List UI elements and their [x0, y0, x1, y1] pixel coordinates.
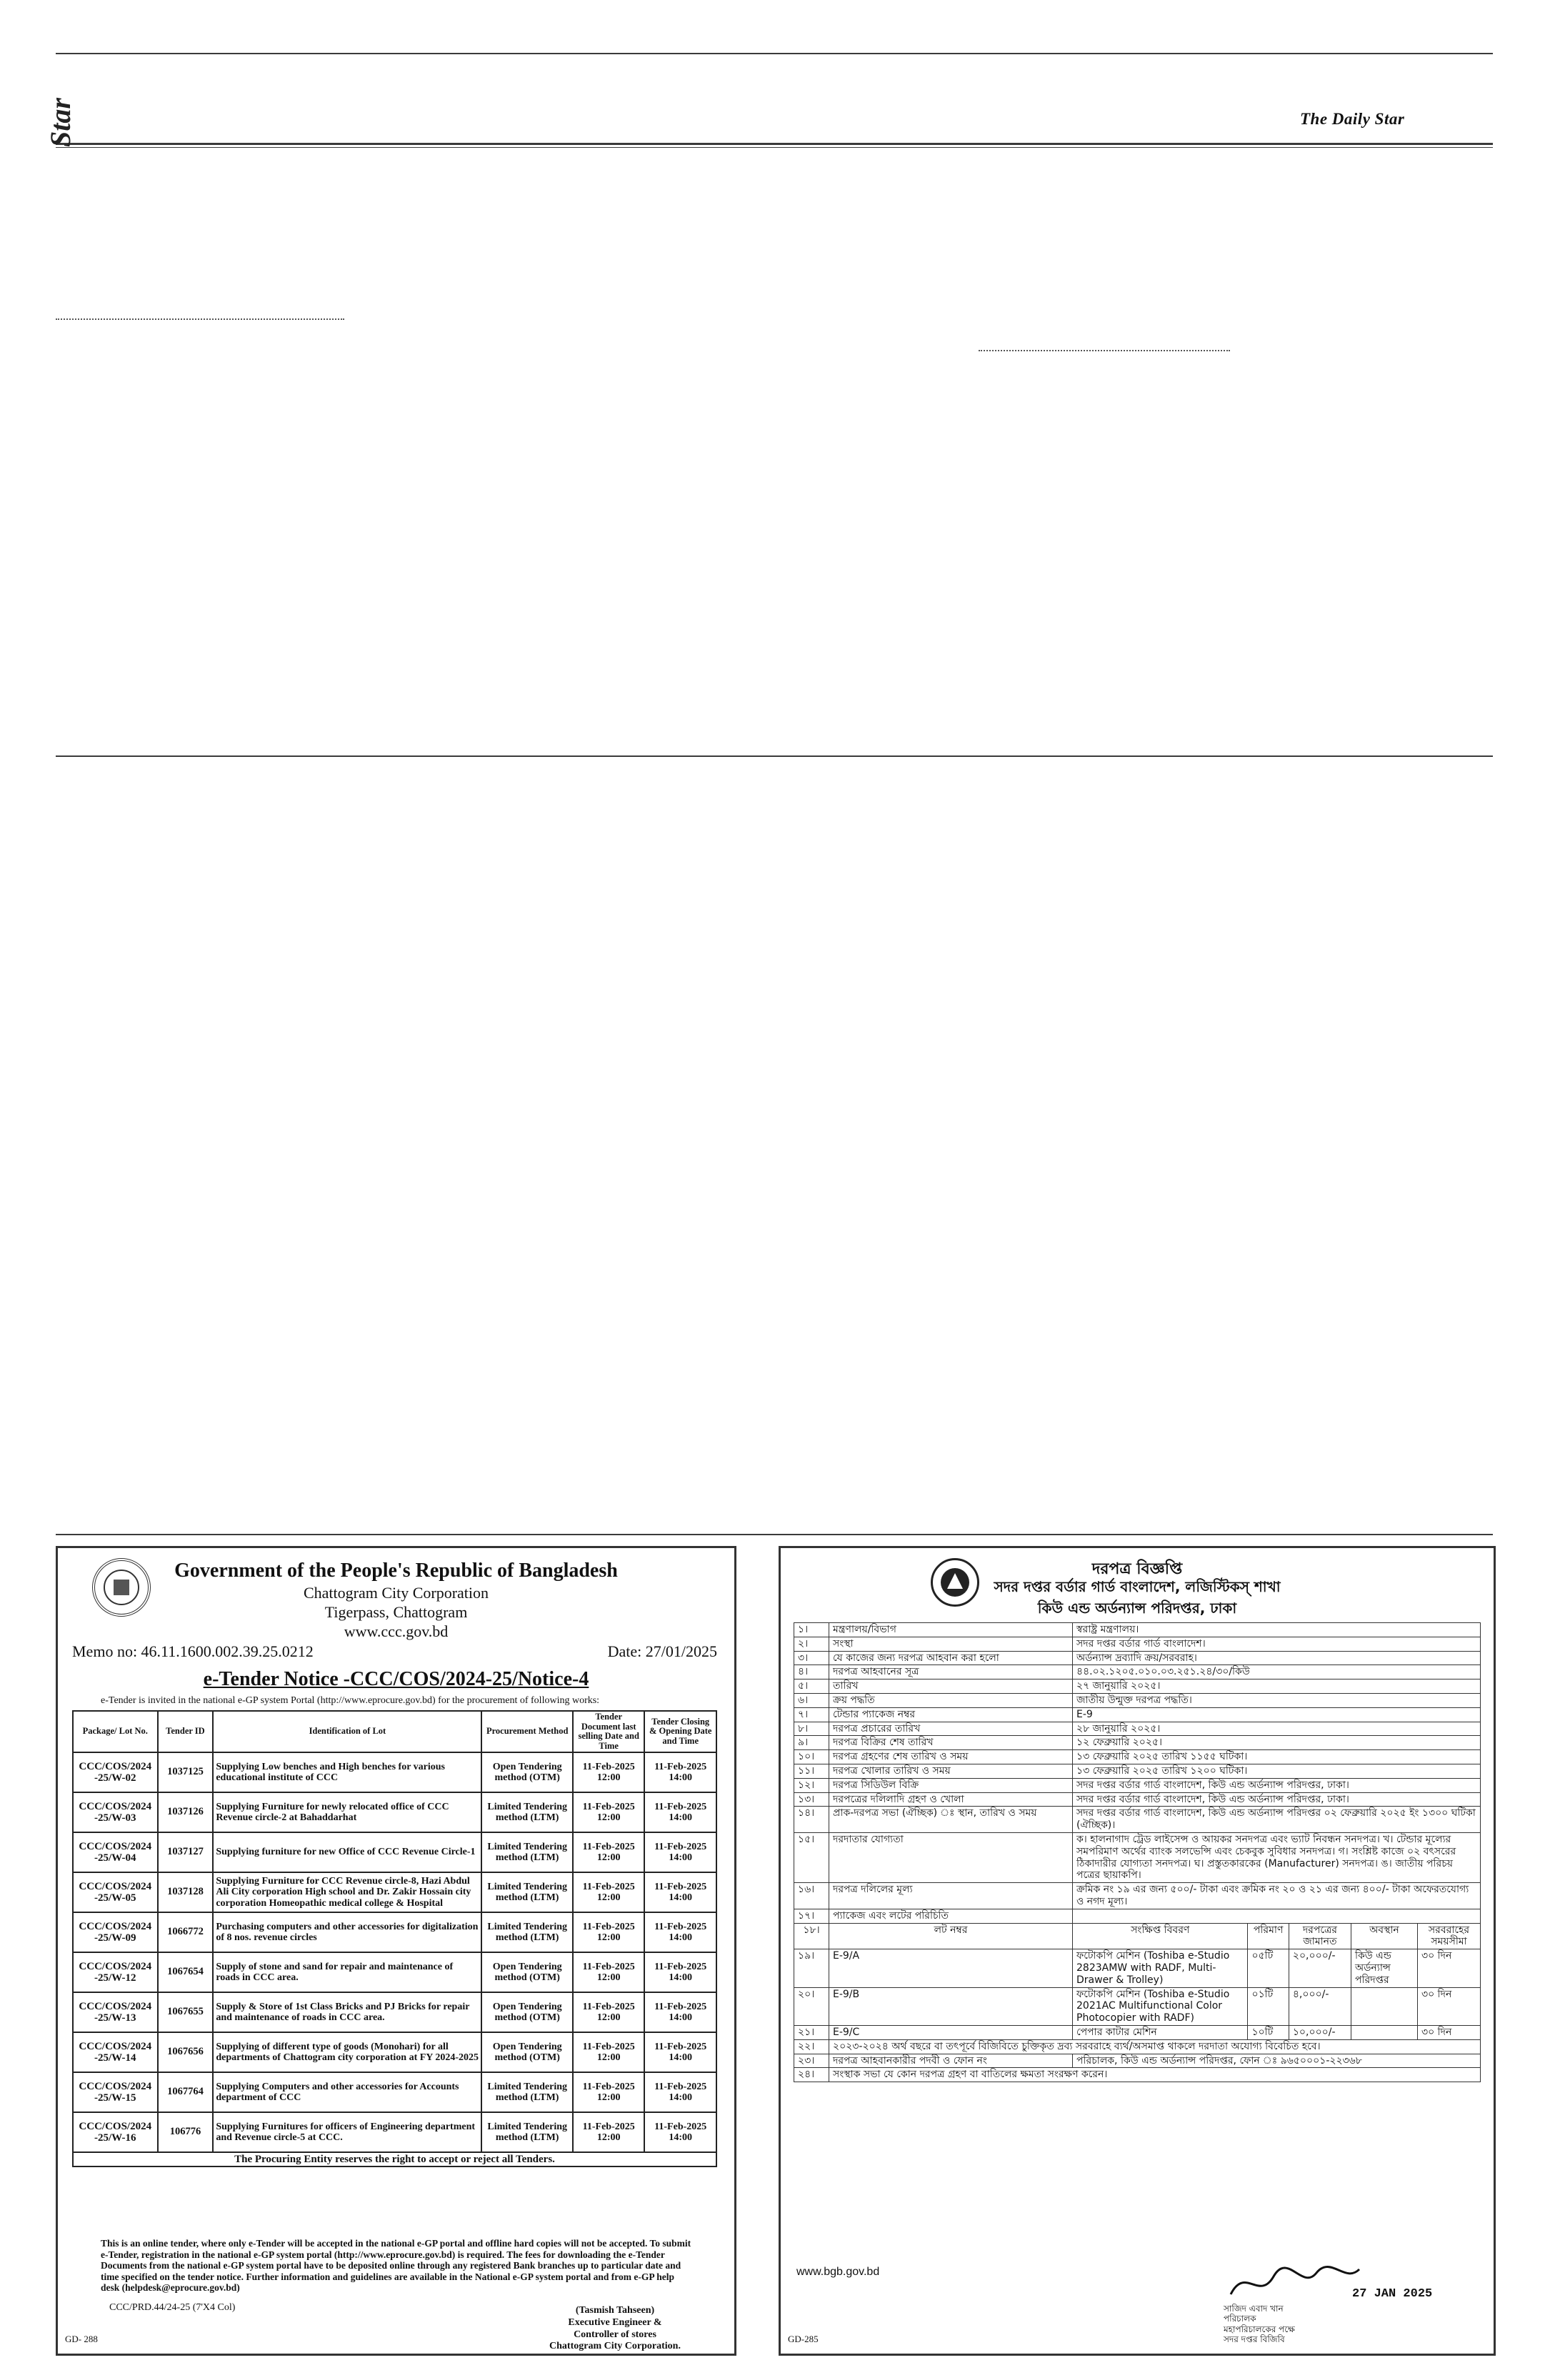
method-cell: Limited Tendering method (LTM)	[481, 1832, 573, 1872]
sell-date-cell: 11-Feb-2025 12:00	[573, 1752, 645, 1792]
memo-date: Date: 27/01/2025	[607, 1642, 717, 1660]
table-row	[73, 1872, 716, 1912]
sell-date-cell: 11-Feb-2025 12:00	[573, 1832, 645, 1872]
row-value: ১৩ ফেব্রুয়ারি ২০২৫ তারিখ ১১৫৫ ঘটিকা।	[1073, 1750, 1481, 1764]
signer-org: Chattogram City Corporation.	[549, 2341, 681, 2352]
tail-row	[794, 2068, 1481, 2082]
lot-sec-cell: ২০,০০০/-	[1289, 1949, 1351, 1987]
table-row	[73, 2072, 716, 2112]
package-cell: CCC/COS/2024 -25/W-16	[73, 2112, 158, 2152]
row-number: ১১।	[794, 1764, 829, 1778]
memo-no: Memo no: 46.11.1600.002.39.25.0212	[72, 1642, 314, 1660]
table-row	[73, 2112, 716, 2152]
tender-id-cell: 106776	[158, 2112, 214, 2152]
row-key: প্যাকেজ এবং লটের পরিচিতি	[829, 1909, 1073, 1923]
lot-lot-cell: E-9/B	[829, 1987, 1073, 2025]
row-key: ক্রয় পদ্ধতি	[829, 1693, 1073, 1707]
row-number: ১২।	[794, 1778, 829, 1792]
tender-id-cell: 1037127	[158, 1832, 214, 1872]
row-key: দরপত্র খোলার তারিখ ও সময়	[829, 1764, 1073, 1778]
tender-table	[72, 1710, 717, 2167]
method-cell: Limited Tendering method (LTM)	[481, 1872, 573, 1912]
row-value: ২০২৩-২০২৪ অর্থ বছরে বা তৎপূর্বে বিজিবিতে চুক্তিকৃত দ্রব্য সরবরাহে ব্যর্থ/অসমাপ্ত থাকলে দরদাতা অযোগ্য বিবেচিত হবে।	[829, 2039, 1481, 2054]
tender-id-cell: 1067764	[158, 2072, 214, 2112]
bgb-signer-org: সদর দপ্তর বিজিবি	[1224, 2334, 1285, 2345]
method-cell: Open Tendering method (OTM)	[481, 2032, 573, 2072]
close-date-cell: 11-Feb-2025 14:00	[644, 1992, 716, 2032]
info-row	[794, 1693, 1481, 1707]
bgb-website: www.bgb.gov.bd	[796, 2266, 880, 2278]
lot-header-cell: সরবরাহের সময়সীমা	[1417, 1923, 1480, 1949]
package-cell: CCC/COS/2024 -25/W-05	[73, 1872, 158, 1912]
method-cell: Limited Tendering method (LTM)	[481, 1912, 573, 1952]
lot-header-cell: দরপত্রের জামানত	[1289, 1923, 1351, 1949]
row-key: দরপত্র বিক্রির শেষ তারিখ	[829, 1736, 1073, 1750]
row-number: ১০।	[794, 1750, 829, 1764]
row-number: ১৭।	[794, 1909, 829, 1923]
info-row	[794, 1807, 1481, 1833]
tender-id-cell: 1066772	[158, 1912, 214, 1952]
sell-date-cell: 11-Feb-2025 12:00	[573, 2112, 645, 2152]
tender-id-cell: 1037125	[158, 1752, 214, 1792]
col-header: Tender ID	[158, 1711, 214, 1752]
sell-date-cell: 11-Feb-2025 12:00	[573, 1992, 645, 2032]
row-key: দরপত্র দলিলের মূল্য	[829, 1883, 1073, 1909]
info-row	[794, 1736, 1481, 1750]
info-row	[794, 1722, 1481, 1736]
gd-code: GD- 288	[65, 2334, 98, 2344]
reserve-row	[73, 2152, 716, 2166]
row-number: ৭।	[794, 1707, 829, 1722]
row-value: সদর দপ্তর বর্ডার গার্ড বাংলাদেশ, কিউ এন্ড অর্ডন্যান্স পরিদপ্তর, ঢাকা।	[1073, 1778, 1481, 1792]
col-header: Procurement Method	[481, 1711, 573, 1752]
bn-title: দরপত্র বিজ্ঞপ্তি	[1091, 1560, 1183, 1578]
bgb-tender-ad	[779, 1546, 1496, 2356]
row-key: যে কাজের জন্য দরপত্র আহবান করা হলো	[829, 1651, 1073, 1665]
package-cell: CCC/COS/2024 -25/W-04	[73, 1832, 158, 1872]
table-row	[73, 1992, 716, 2032]
row-value: পরিচালক, কিউ এন্ড অর্ডন্যান্স পরিদপ্তর, ফোন ঃ ৯৬৫০০০১-২২৩৬৮	[1073, 2054, 1481, 2068]
row-key: মন্ত্রণালয়/বিভাগ	[829, 1623, 1073, 1637]
package-cell: CCC/COS/2024 -25/W-13	[73, 1992, 158, 2032]
section-rule-1	[56, 755, 1493, 757]
sell-date-cell: 11-Feb-2025 12:00	[573, 1872, 645, 1912]
package-cell: CCC/COS/2024 -25/W-14	[73, 2032, 158, 2072]
package-cell: CCC/COS/2024 -25/W-09	[73, 1912, 158, 1952]
info-row	[794, 1651, 1481, 1665]
lot-time-cell: ৩০ দিন	[1417, 1987, 1480, 2025]
method-cell: Limited Tendering method (LTM)	[481, 1792, 573, 1832]
package-cell: CCC/COS/2024 -25/W-15	[73, 2072, 158, 2112]
info-row	[794, 1665, 1481, 1679]
lot-cell: Purchasing computers and other accessories for digitalization of 8 nos. revenue circles	[213, 1912, 481, 1952]
info-row	[794, 1832, 1481, 1882]
lot-cell: Supplying Furnitures for officers of Engineering department and Revenue circle-5 at CCC.	[213, 2112, 481, 2152]
tail-row	[794, 2054, 1481, 2068]
header-rule	[56, 143, 1493, 145]
row-value: জাতীয় উন্মুক্ত দরপত্র পদ্ধতি।	[1073, 1693, 1481, 1707]
reserve-text: The Procuring Entity reserves the right to accept or reject all Tenders.	[73, 2152, 716, 2166]
lot-lot-cell: E-9/C	[829, 2025, 1073, 2039]
bgb-gd-code: GD-285	[788, 2334, 819, 2344]
lot-loc-cell	[1351, 2025, 1417, 2039]
row-key: দরপত্র আহবানের সূত্র	[829, 1665, 1073, 1679]
lot-cell: Supplying Computers and other accessories for Accounts department of CCC	[213, 2072, 481, 2112]
method-cell: Limited Tendering method (LTM)	[481, 2072, 573, 2112]
row-value	[1073, 1909, 1481, 1923]
close-date-cell: 11-Feb-2025 14:00	[644, 1752, 716, 1792]
close-date-cell: 11-Feb-2025 14:00	[644, 1792, 716, 1832]
lot-n-cell: ১৯।	[794, 1949, 829, 1987]
sell-date-cell: 11-Feb-2025 12:00	[573, 2032, 645, 2072]
lot-time-cell: ৩০ দিন	[1417, 1949, 1480, 1987]
lot-header-cell: সংক্ষিপ্ত বিবরণ	[1073, 1923, 1248, 1949]
row-number: ৪।	[794, 1665, 829, 1679]
row-number: ৫।	[794, 1679, 829, 1694]
info-row	[794, 1750, 1481, 1764]
tender-id-cell: 1037126	[158, 1792, 214, 1832]
star-logo	[41, 63, 84, 149]
row-value: অর্ডন্যান্স দ্রব্যাদি ক্রয়/সরবরাহ।	[1073, 1651, 1481, 1665]
row-value: ৪৪.০২.১২০৫.০১০.০৩.২৫১.২৪/৩০/কিউ	[1073, 1665, 1481, 1679]
lot-n-cell: ২০।	[794, 1987, 829, 2025]
col-header: Package/ Lot No.	[73, 1711, 158, 1752]
row-value: ১২ ফেব্রুয়ারি ২০২৫।	[1073, 1736, 1481, 1750]
table-row	[73, 1912, 716, 1952]
row-value: সদর দপ্তর বর্ডার গার্ড বাংলাদেশ।	[1073, 1637, 1481, 1651]
lot-desc-cell: পেপার কাটার মেশিন	[1073, 2025, 1248, 2039]
bgb-info-table	[794, 1622, 1481, 2082]
lot-cell: Supplying Furniture for newly relocated office of CCC Revenue circle-2 at Bahaddarhat	[213, 1792, 481, 1832]
bn-subtitle-2: কিউ এন্ড অর্ডন্যান্স পরিদপ্তর, ঢাকা	[1037, 1600, 1237, 1617]
info-row	[794, 1909, 1481, 1923]
dotted-rule-right	[979, 350, 1230, 351]
row-value: ১৩ ফেব্রুয়ারি ২০২৫ তারিখ ১২০০ ঘটিকা।	[1073, 1764, 1481, 1778]
bgb-signer-title: পরিচালক	[1224, 2314, 1256, 2324]
row-key: দরপত্রের দলিলাদি গ্রহণ ও খোলা	[829, 1792, 1073, 1807]
tail-row	[794, 2039, 1481, 2054]
tender-id-cell: 1067656	[158, 2032, 214, 2072]
sell-date-cell: 11-Feb-2025 12:00	[573, 1792, 645, 1832]
lot-header-cell: ১৮।	[794, 1923, 829, 1949]
lot-header-cell: পরিমাণ	[1248, 1923, 1289, 1949]
row-key: তারিখ	[829, 1679, 1073, 1694]
row-number: ২।	[794, 1637, 829, 1651]
signature-scribble	[1224, 2262, 1366, 2305]
lot-row	[794, 1987, 1481, 2025]
row-value: ২৭ জানুয়ারি ২০২৫।	[1073, 1679, 1481, 1694]
lot-sec-cell: ১০,০০০/-	[1289, 2025, 1351, 2039]
close-date-cell: 11-Feb-2025 14:00	[644, 2032, 716, 2072]
bn-subtitle: সদর দপ্তর বর্ডার গার্ড বাংলাদেশ, লজিস্টিকস্‌ শাখা	[994, 1578, 1281, 1595]
row-number: ১৩।	[794, 1792, 829, 1807]
info-row	[794, 1623, 1481, 1637]
close-date-cell: 11-Feb-2025 14:00	[644, 1912, 716, 1952]
row-key: দরদাতার যোগ্যতা	[829, 1832, 1073, 1882]
lot-sec-cell: ৪,০০০/-	[1289, 1987, 1351, 2025]
info-row	[794, 1764, 1481, 1778]
table-header-row	[73, 1711, 716, 1752]
row-value: সংস্থাক সভা যে কোন দরপত্র গ্রহণ বা বাতিলের ক্ষমতা সংরক্ষণ করেন।	[829, 2068, 1481, 2082]
close-date-cell: 11-Feb-2025 14:00	[644, 1952, 716, 1992]
lot-header-cell: অবস্থান	[1351, 1923, 1417, 1949]
row-key: দরপত্র আহবানকারীর পদবী ও ফোন নং	[829, 2054, 1073, 2068]
row-number: ১৫।	[794, 1832, 829, 1882]
lot-header-row	[794, 1923, 1481, 1949]
row-value: ক। হালনাগাদ ট্রেড লাইসেন্স ও আয়কর সনদপত্র এবং ভ্যাট নিবন্ধন সনদপত্র। খ। টেন্ডার মূল্যের সমপরিমাণ অর্থের ব্যাংক সলভেন্সি এবং চেকবুক সুবিধার সনদপত্র। গ। সংশ্লিষ্ট কাজে ০২ বৎসরের ঠিকাদারীর যোগ্যতা সনদপত্র। ঘ। প্রস্তুতকারকের (Manufacturer) সনদপত্র। ঙ। জাতীয় পরিচয় পত্রের ছায়াকপি।	[1073, 1832, 1481, 1882]
section-rule-2	[56, 1534, 1493, 1535]
lot-qty-cell: ০১টি	[1248, 1987, 1289, 2025]
close-date-cell: 11-Feb-2025 14:00	[644, 1872, 716, 1912]
header-rule-thin	[56, 147, 1493, 148]
method-cell: Open Tendering method (OTM)	[481, 1952, 573, 1992]
sell-date-cell: 11-Feb-2025 12:00	[573, 2072, 645, 2112]
info-row	[794, 1883, 1481, 1909]
bgb-signature-block	[1224, 2304, 1352, 2345]
package-cell: CCC/COS/2024 -25/W-02	[73, 1752, 158, 1792]
top-rule	[56, 53, 1493, 54]
row-number: ২২।	[794, 2039, 829, 2054]
package-cell: CCC/COS/2024 -25/W-12	[73, 1952, 158, 1992]
table-row	[73, 1832, 716, 1872]
table-row	[73, 1752, 716, 1792]
org-name: Chattogram City Corporation	[303, 1584, 489, 1602]
row-number: ৮।	[794, 1722, 829, 1736]
info-row	[794, 1679, 1481, 1694]
package-cell: CCC/COS/2024 -25/W-03	[73, 1792, 158, 1832]
tender-id-cell: 1067655	[158, 1992, 214, 2032]
row-number: ১।	[794, 1623, 829, 1637]
info-row	[794, 1792, 1481, 1807]
lot-lot-cell: E-9/A	[829, 1949, 1073, 1987]
lot-loc-cell: কিউ এন্ড অর্ডন্যান্স পরিদপ্তর	[1351, 1949, 1417, 1987]
lot-desc-cell: ফটোকপি মেশিন (Toshiba e-Studio 2823AMW with RADF, Multi-Drawer & Trolley)	[1073, 1949, 1248, 1987]
row-number: ৬।	[794, 1693, 829, 1707]
info-row	[794, 1778, 1481, 1792]
close-date-cell: 11-Feb-2025 14:00	[644, 2072, 716, 2112]
dotted-rule-left	[56, 318, 344, 320]
row-value: সদর দপ্তর বর্ডার গার্ড বাংলাদেশ, কিউ এন্ড অর্ডন্যান্স পরিদপ্তর, ঢাকা।	[1073, 1792, 1481, 1807]
row-value: ক্রমিক নং ১৯ এর জন্য ৫০০/- টাকা এবং ক্রমিক নং ২০ ও ২১ এর জন্য ৪০০/- টাকা অফেরতযোগ্য ও নগদ মূল্য।	[1073, 1883, 1481, 1909]
row-number: ১৬।	[794, 1883, 829, 1909]
prd-code: CCC/PRD.44/24-25 (7'X4 Col)	[109, 2302, 236, 2313]
row-number: ১৪।	[794, 1807, 829, 1833]
row-number: ২৩।	[794, 2054, 829, 2068]
signature-block	[515, 2305, 715, 2353]
lot-time-cell: ৩০ দিন	[1417, 2025, 1480, 2039]
tender-id-cell: 1037128	[158, 1872, 214, 1912]
method-cell: Open Tendering method (OTM)	[481, 1992, 573, 2032]
star-logo-text: Star	[44, 98, 76, 147]
row-key: সংস্থা	[829, 1637, 1073, 1651]
tender-id-cell: 1067654	[158, 1952, 214, 1992]
row-key: দরপত্র সিডিউল বিক্রি	[829, 1778, 1073, 1792]
col-header: Tender Document last selling Date and Time	[573, 1711, 645, 1752]
row-number: ৩।	[794, 1651, 829, 1665]
row-value: E-9	[1073, 1707, 1481, 1722]
method-cell: Open Tendering method (OTM)	[481, 1752, 573, 1792]
lot-desc-cell: ফটোকপি মেশিন (Toshiba e-Studio 2021AC Multifunctional Color Photocopier with RADF)	[1073, 1987, 1248, 2025]
close-date-cell: 11-Feb-2025 14:00	[644, 2112, 716, 2152]
col-header: Tender Closing & Opening Date and Time	[644, 1711, 716, 1752]
lot-loc-cell	[1351, 1987, 1417, 2025]
row-value: স্বরাষ্ট্র মন্ত্রণালয়।	[1073, 1623, 1481, 1637]
table-row	[73, 2032, 716, 2072]
table-row	[73, 1952, 716, 1992]
row-key: টেন্ডার প্যাকেজ নম্বর	[829, 1707, 1073, 1722]
lot-cell: Supplying Furniture for CCC Revenue circle-8, Hazi Abdul Ali City corporation High school and Dr. Zakir Hossain city corporation Homeopathic medical college & Hospital	[213, 1872, 481, 1912]
table-row	[73, 1792, 716, 1832]
lot-cell: Supply of stone and sand for repair and maintenance of roads in CCC area.	[213, 1952, 481, 1992]
org-website: www.ccc.gov.bd	[344, 1622, 449, 1640]
signer-name: (Tasmish Tahseen)	[575, 2305, 655, 2316]
method-cell: Limited Tendering method (LTM)	[481, 2112, 573, 2152]
row-value: ২৮ জানুয়ারি ২০২৫।	[1073, 1722, 1481, 1736]
org-address: Tigerpass, Chattogram	[324, 1603, 468, 1621]
bgb-signer-behalf: মহাপরিচালকের পক্ষে	[1224, 2324, 1295, 2334]
col-header: Identification of Lot	[213, 1711, 481, 1752]
row-key: দরপত্র প্রচারের তারিখ	[829, 1722, 1073, 1736]
lot-row	[794, 2025, 1481, 2039]
row-number: ৯।	[794, 1736, 829, 1750]
lot-cell: Supplying furniture for new Office of CCC Revenue Circle-1	[213, 1832, 481, 1872]
online-tender-note: This is an online tender, where only e-Tender will be accepted in the national e-GP portal and offline hard copies will not be accepted. To submit e-Tender, registration in the national e-GP system portal (http://www.eprocure.gov.bd) is required. The fees for downloading the e-Tender Documents from the national e-GP system portal have to be deposited online through any registered Bank branches up to particular date and time specified on the tender notice. Further information and guidelines are available in the National e-GP system portal and from e-GP help desk (helpdesk@eprocure.gov.bd)	[101, 2238, 691, 2294]
daily-star-logo: The Daily Star	[1300, 110, 1405, 128]
lot-qty-cell: ১০টি	[1248, 2025, 1289, 2039]
gov-title: Government of the People's Republic of Bangladesh	[174, 1560, 618, 1582]
lot-n-cell: ২১।	[794, 2025, 829, 2039]
info-row	[794, 1707, 1481, 1722]
row-number: ২৪।	[794, 2068, 829, 2082]
lot-header-cell: লট নম্বর	[829, 1923, 1073, 1949]
row-key: প্রাক-দরপত্র সভা (ঐচ্ছিক) ঃ স্থান, তারিখ ও সময়	[829, 1807, 1073, 1833]
lot-cell: Supplying of different type of goods (Monohari) for all departments of Chattogram city corporation at FY 2024-2025	[213, 2032, 481, 2072]
signer-title-2: Controller of stores	[574, 2329, 656, 2340]
row-value: সদর দপ্তর বর্ডার গার্ড বাংলাদেশ, কিউ এন্ড অর্ডন্যান্স পরিদপ্তর ০২ ফেব্রুয়ারি ২০২৫ ইং ১৩০০ ঘটিকা (ঐচ্ছিক)।	[1073, 1807, 1481, 1833]
sell-date-cell: 11-Feb-2025 12:00	[573, 1912, 645, 1952]
lot-row	[794, 1949, 1481, 1987]
notice-title: e-Tender Notice -CCC/COS/2024-25/Notice-4	[203, 1668, 589, 1690]
lot-cell: Supply & Store of 1st Class Bricks and PJ Bricks for repair and maintenance of roads in CCC area.	[213, 1992, 481, 2032]
row-key: দরপত্র গ্রহণের শেষ তারিখ ও সময়	[829, 1750, 1073, 1764]
cc-tender-ad	[56, 1546, 736, 2356]
close-date-cell: 11-Feb-2025 14:00	[644, 1832, 716, 1872]
lot-cell: Supplying Low benches and High benches for various educational institute of CCC	[213, 1752, 481, 1792]
lot-qty-cell: ০৫টি	[1248, 1949, 1289, 1987]
info-row	[794, 1637, 1481, 1651]
intro-text: e-Tender is invited in the national e-GP system Portal (http://www.eprocure.gov.bd) for the procurement of following works:	[101, 1695, 600, 1706]
bgb-signer-name: সাজিদ এবাদ খান	[1224, 2304, 1284, 2314]
sell-date-cell: 11-Feb-2025 12:00	[573, 1952, 645, 1992]
stamp-date: 27 JAN 2025	[1352, 2287, 1433, 2301]
signer-title: Executive Engineer &	[568, 2316, 662, 2328]
